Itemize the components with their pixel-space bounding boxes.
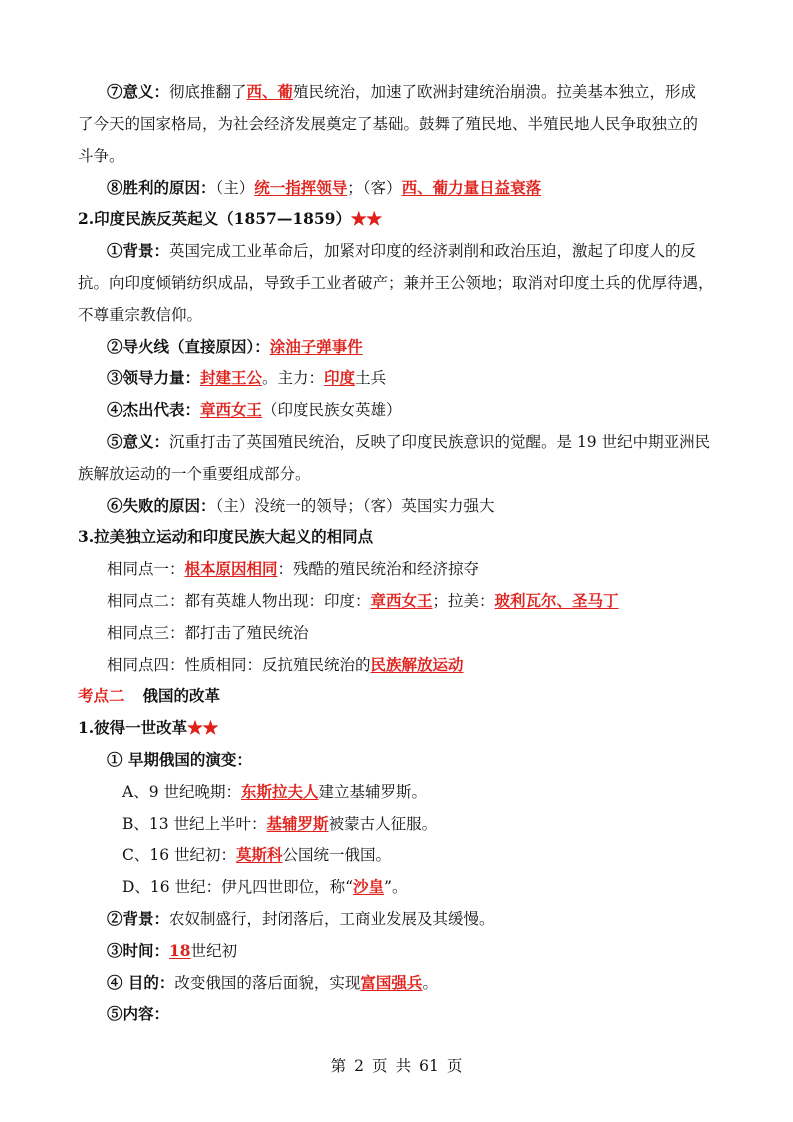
india-background-1: ①背景：英国完成工业革命后，加紧对印度的经济剥削和政治压迫，激起了印度人的反 xyxy=(107,241,697,260)
victory-reasons: ⑧胜利的原因：（主）统一指挥领导；（客）西、葡力量日益衰落 xyxy=(107,178,542,197)
common-point-3: 相同点三：都打击了殖民统治 xyxy=(107,624,309,642)
evolution-item-d: D、16 世纪：伊凡四世即位，称“沙皇”。 xyxy=(122,877,408,896)
india-hero: ④杰出代表：章西女王（印度民族女英雄） xyxy=(107,400,402,419)
common-point-1: 相同点一：根本原因相同：残酷的殖民统治和经济掠夺 xyxy=(107,559,480,578)
india-significance-1: ⑤意义：沉重打击了英国殖民统治，反映了印度民族意识的觉醒。是 19 世纪中期亚洲民 xyxy=(107,432,711,451)
india-significance-2: 族解放运动的一个重要组成部分。 xyxy=(78,465,311,483)
common-point-2: 相同点二：都有英雄人物出现：印度：章西女王；拉美：玻利瓦尔、圣马丁 xyxy=(107,591,619,610)
india-heading: 2.印度民族反英起义（1857—1859）★★ xyxy=(78,209,382,228)
significance-line-1: ⑦意义：彻底推翻了西、葡殖民统治，加速了欧洲封建统治崩溃。拉美基本独立，形成 xyxy=(107,82,697,101)
india-failure: ⑥失败的原因：（主）没统一的领导；（客）英国实力强大 xyxy=(107,496,495,515)
evolution-item-c: C、16 世纪初：莫斯科公国统一俄国。 xyxy=(122,845,392,864)
significance-line-2: 了今天的国家格局，为社会经济发展奠定了基础。鼓舞了殖民地、半殖民地人民争取独立的 xyxy=(78,115,699,133)
page-footer: 第 2 页 共 61 页 xyxy=(330,1057,463,1075)
india-fuse: ②导火线（直接原因）：涂油子弹事件 xyxy=(107,337,363,356)
evolution-item-b: B、13 世纪上半叶：基辅罗斯被蒙古人征服。 xyxy=(122,814,438,833)
significance-line-3: 斗争。 xyxy=(78,147,125,165)
peter-goal: ④ 目的：改变俄国的落后面貌，实现富国强兵。 xyxy=(107,973,438,992)
section-two-heading: 考点二 俄国的改革 xyxy=(78,686,221,705)
common-heading: 3.拉美独立运动和印度民族大起义的相同点 xyxy=(78,527,374,546)
india-leadership: ③领导力量：封建王公。主力：印度土兵 xyxy=(107,368,387,387)
india-background-3: 不尊重宗教信仰。 xyxy=(78,306,203,324)
peter-time: ③时间：18世纪初 xyxy=(107,941,238,960)
page-number: 2 xyxy=(354,1057,365,1075)
peter-reform-heading: 1.彼得一世改革★★ xyxy=(78,718,219,737)
evolution-item-a: A、9 世纪晚期：东斯拉夫人建立基辅罗斯。 xyxy=(122,782,428,801)
peter-background: ②背景：农奴制盛行，封闭落后，工商业发展及其缓慢。 xyxy=(107,909,495,928)
star-icon: ★★ xyxy=(187,718,219,737)
star-icon: ★★ xyxy=(350,209,382,228)
india-background-2: 抗。向印度倾销纺织成品，导致手工业者破产；兼并王公领地；取消对印度土兵的优厚待遇， xyxy=(78,274,714,292)
common-point-4: 相同点四：性质相同：反抗殖民统治的民族解放运动 xyxy=(107,655,464,674)
peter-content-label: ⑤内容： xyxy=(107,1004,170,1023)
page-total: 61 xyxy=(419,1057,439,1075)
early-russia-heading: ① 早期俄国的演变： xyxy=(107,750,252,769)
